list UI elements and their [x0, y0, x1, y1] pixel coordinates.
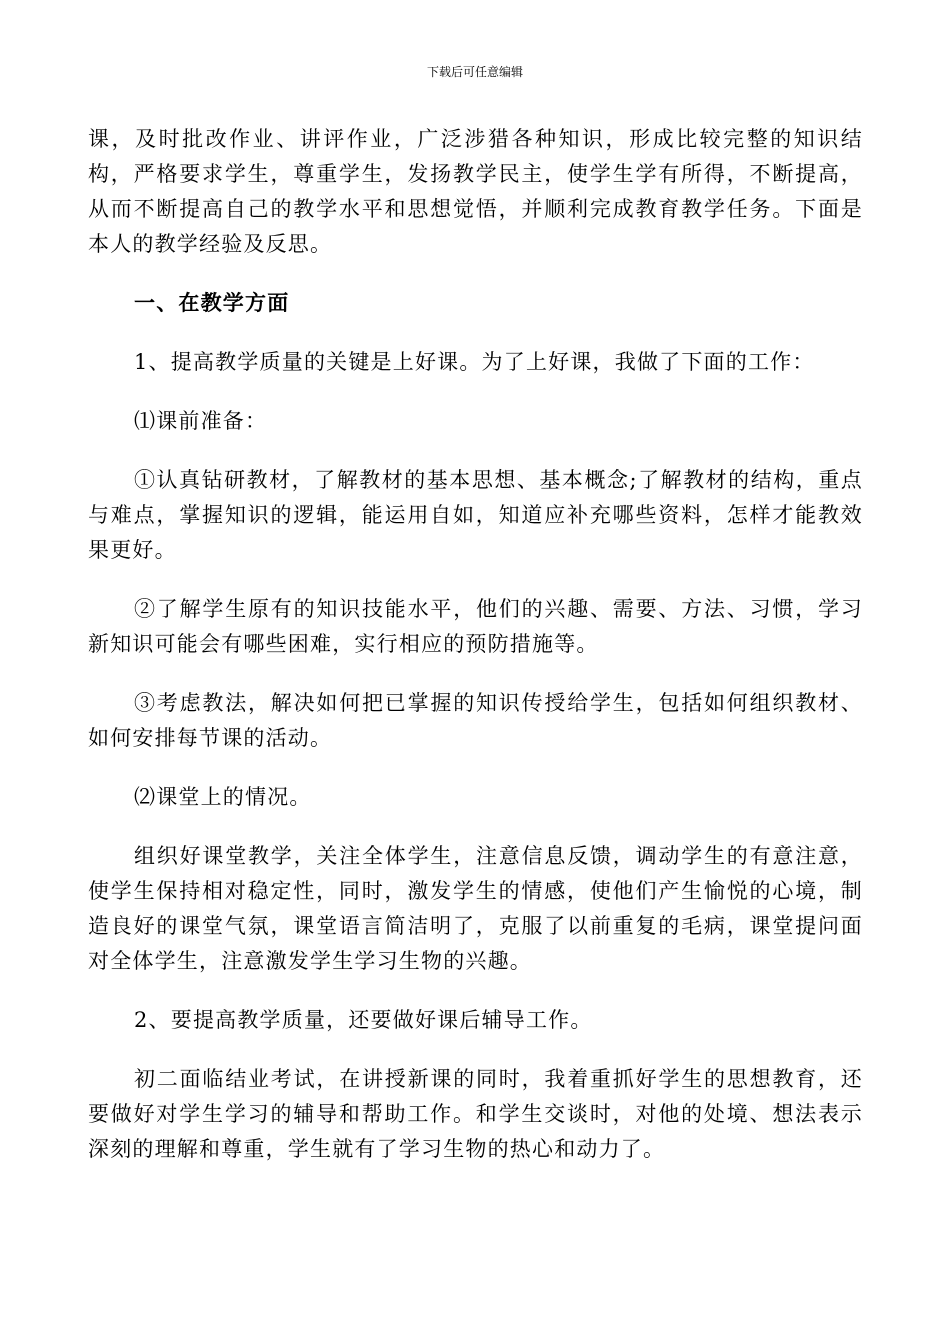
page-header: 下载后可任意编辑	[426, 65, 523, 79]
paragraph-point-1: 1、提高教学质量的关键是上好课。为了上好课，我做了下面的工作：	[134, 350, 815, 374]
section-heading-teaching: 一、在教学方面	[134, 291, 290, 315]
paragraph-subpoint-classroom: ⑵课堂上的情况。	[134, 785, 312, 809]
paragraph-item-3: ③考虑教法，解决如何把已掌握的知识传授给学生，包括如何组织教材、如何安排每节课的活动。	[88, 691, 863, 750]
paragraph-intro-continuation: 课，及时批改作业、讲评作业，广泛涉猎各种知识，形成比较完整的知识结构，严格要求学生，尊重学生，发扬教学民主，使学生学有所得，不断提高，从而不断提高自己的教学水平和思想觉悟，并顺利完成教育教学任务。下面是本人的教学经验及反思。	[88, 127, 863, 256]
paragraph-subpoint-preparation: ⑴课前准备：	[134, 409, 268, 433]
paragraph-item-2: ②了解学生原有的知识技能水平，他们的兴趣、需要、方法、习惯，学习新知识可能会有哪些困难，实行相应的预防措施等。	[88, 597, 863, 656]
paragraph-classroom-detail: 组织好课堂教学，关注全体学生，注意信息反馈，调动学生的有意注意，使学生保持相对稳定性，同时，激发学生的情感，使他们产生愉悦的心境，制造良好的课堂气氛，课堂语言简洁明了，克服了以前重复的毛病，课堂提问面对全体学生，注意激发学生学习生物的兴趣。	[88, 844, 863, 973]
paragraph-tutoring-detail: 初二面临结业考试，在讲授新课的同时，我着重抓好学生的思想教育，还要做好对学生学习的辅导和帮助工作。和学生交谈时，对他的处境、想法表示深刻的理解和尊重，学生就有了学习生物的热心和动力了。	[88, 1067, 863, 1161]
paragraph-point-2: 2、要提高教学质量，还要做好课后辅导工作。	[134, 1008, 593, 1032]
document-body	[88, 122, 863, 1167]
paragraph-item-1: ①认真钻研教材，了解教材的基本思想、基本概念;了解教材的结构，重点与难点，掌握知识的逻辑，能运用自如，知道应补充哪些资料，怎样才能教效果更好。	[88, 468, 863, 562]
